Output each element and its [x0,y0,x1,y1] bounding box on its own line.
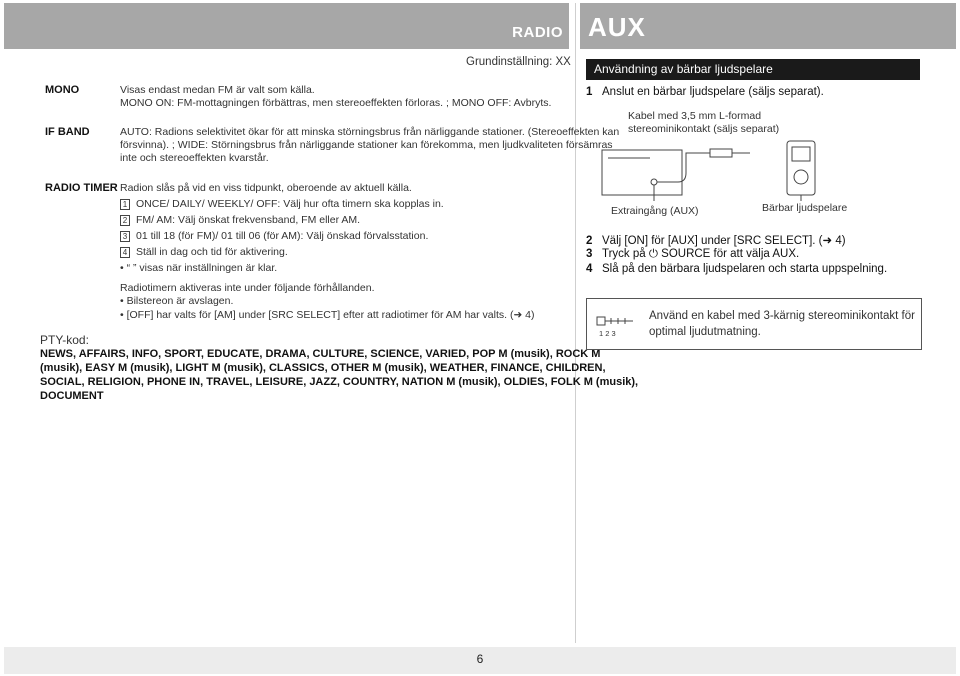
aux-jack [651,179,657,185]
portable-player [787,141,815,195]
mini-plug [710,149,732,157]
aux-title: AUX [588,12,646,42]
aux-step-1: 1 Anslut en bärbar ljudspelare (säljs separat). [586,86,824,98]
timer-step-text: FM/ AM: Välj önskat frekvensband, FM eller AM. [136,214,361,226]
aux-step-text: Tryck på ⏻ SOURCE för att välja AUX. [602,248,800,260]
condition-text: [OFF] har valts för [AM] under [SRC SELECT] efter att radiotimer för AM har valts. (➜ 4) [126,309,535,321]
radio-timer-label: RADIO TIMER [45,182,118,194]
pty-line1: NEWS, AFFAIRS, INFO, SPORT, EDUCATE, DRAMA, CULTURE, SCIENCE, VARIED, POP M (musik), ROCK M [40,348,601,360]
note-text: Använd en kabel med 3-kärnig stereominikontakt för optimal ljudutmatning. [649,310,915,338]
timer-step-text: Ställ in dag och tid för aktivering. [136,246,288,258]
mono-label: MONO [45,84,80,96]
aux-step-2: 2 Välj [ON] för [AUX] under [SRC SELECT]. (➜ 4) [586,235,846,247]
if-band-line3: inte och stereoeffekten kvarstår. [120,152,269,164]
note-box [586,298,922,350]
if-band-line1: AUTO: Radions selektivitet ökar för att minska störningsbrus från närliggande stationer. (Stereoeffekten kan [120,126,620,138]
portable-player-label: Bärbar ljudspelare [762,202,848,214]
step-number-box: 2 [120,215,130,226]
pty-line4: DOCUMENT [40,390,104,402]
aux-section-title-text: Användning av bärbar ljudspelare [594,62,773,76]
step-number-box: 1 [120,199,130,210]
if-band-label: IF BAND [45,126,90,138]
stereo-cable [657,153,710,182]
timer-done-text: “ ” visas när inställningen är klar. [126,262,278,274]
step-number-box: 3 [120,231,130,242]
pty-label: PTY-kod: [40,333,89,347]
default-setting: Grundinställning: XX [466,56,571,68]
timer-step-4 [120,246,288,259]
timer-step-2 [120,214,360,227]
mono-line1: Visas endast medan FM är valt som källa. [120,84,315,96]
pty-line3: SOCIAL, RELIGION, PHONE IN, TRAVEL, LEISURE, JAZZ, COUNTRY, NATION M (musik), OLDIES, FOLK M (musik), [40,376,639,388]
timer-conditions-title: Radiotimern aktiveras inte under följande förhållanden. [120,282,375,294]
cable-label-1: Kabel med 3,5 mm L-formad [628,110,762,122]
timer-done-bullet: • “ ” visas när inställningen är klar. [120,262,278,274]
column-divider [575,3,576,643]
radio-title: RADIO [512,24,563,41]
aux-step-4: 4 Slå på den bärbara ljudspelaren och starta uppspelning. [586,263,888,275]
plug-pole-numbers: 1 2 3 [599,329,616,338]
mono-line2: MONO ON: FM-mottagningen förbättras, men stereoeffekten förloras. ; MONO OFF: Avbryts. [120,97,552,109]
radio-header [4,3,569,49]
page-number: 6 [476,652,484,666]
timer-condition-1: • Bilstereon är avslagen. [120,295,234,307]
timer-step-text: 01 till 18 (för FM)/ 01 till 06 (för AM): Välj önskad förvalsstation. [136,230,429,242]
aux-step-3: 3 Tryck på ⏻ SOURCE för att välja AUX. [586,248,800,260]
aux-input-label: Extraingång (AUX) [611,205,699,217]
aux-step-text: Anslut en bärbar ljudspelare (säljs separat). [602,86,824,98]
timer-step-text: ONCE/ DAILY/ WEEKLY/ OFF: Välj hur ofta timern ska kopplas in. [136,198,444,210]
if-band-line2: försvinna). ; WIDE: Störningsbrus från närliggande stationer kan förekomma, men ljudkvaliteten försämras [120,139,613,151]
aux-step-text: Slå på den bärbara ljudspelaren och starta uppspelning. [602,263,888,275]
aux-section-title [586,59,920,80]
timer-condition-2: • [OFF] har valts för [AM] under [SRC SELECT] efter att radiotimer för AM har valts. (➜ 4) [120,309,535,321]
aux-step-text: Välj [ON] för [AUX] under [SRC SELECT]. (➜ 4) [602,235,846,247]
page-footer [4,647,956,674]
step-number-box: 4 [120,247,130,258]
condition-text: Bilstereon är avslagen. [126,295,234,307]
car-stereo-unit [602,150,682,195]
pty-line2: (musik), EASY M (musik), LIGHT M (musik), CLASSICS, OTHER M (musik), WEATHER, FINANCE, CHILDREN, [40,362,606,374]
aux-header [580,3,956,49]
timer-step-3 [120,230,428,243]
radio-timer-intro: Radion slås på vid en viss tidpunkt, oberoende av aktuell källa. [120,182,412,194]
cable-label-2: stereominikontakt (säljs separat) [628,123,780,135]
timer-step-1 [120,198,444,211]
